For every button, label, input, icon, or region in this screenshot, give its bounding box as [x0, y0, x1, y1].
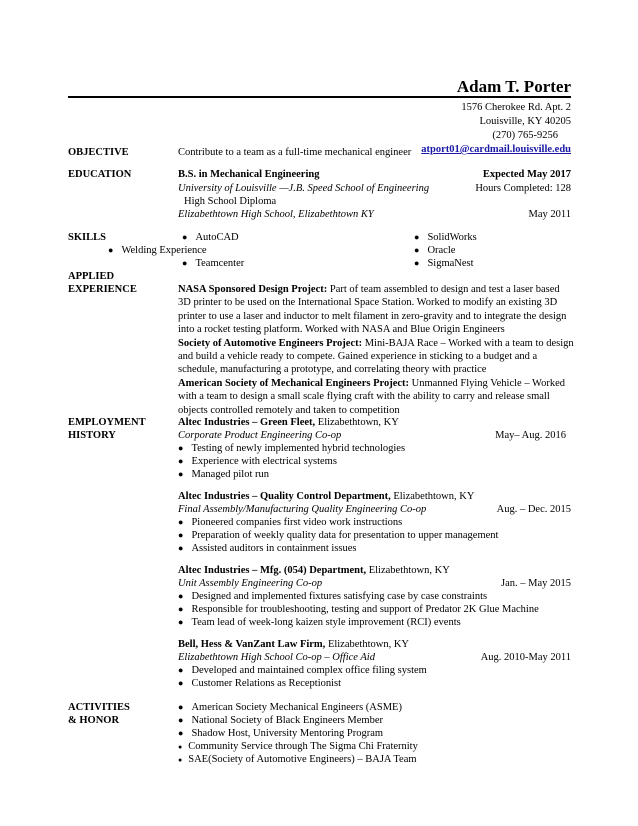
address-line-2: Louisville, KY 40205	[479, 116, 571, 127]
bullet-icon: ●	[178, 604, 184, 614]
bullet-icon: ●	[178, 469, 184, 479]
bullet-icon: ●	[178, 456, 184, 466]
bullet-icon: ●	[182, 232, 188, 242]
candidate-name: Adam T. Porter	[456, 77, 571, 96]
list-item: ● Testing of newly implemented hybrid technologies	[178, 443, 406, 454]
list-item: ● Designed and implemented fixtures satisfying case by case constraints	[178, 591, 488, 602]
skills-heading: SKILLS	[68, 232, 106, 243]
bullet-icon: ●	[414, 232, 420, 242]
skill-item: ● SolidWorks	[414, 232, 477, 243]
phone-number: (270) 765-9256	[492, 130, 558, 141]
bullet-icon: ●	[178, 665, 184, 675]
job-dates: Aug. 2010-May 2011	[480, 652, 571, 663]
education-heading: EDUCATION	[68, 169, 132, 180]
job-employer: Altec Industries – Quality Control Department, Elizabethtown, KY	[178, 491, 475, 502]
bullet-icon: ●	[414, 245, 420, 255]
objective-text: Contribute to a team as a full-time mechanical engineer	[178, 147, 412, 158]
job-employer: Bell, Hess & VanZant Law Firm, Elizabethtown, KY	[178, 639, 409, 650]
list-item: ● Responsible for troubleshooting, testing and support of Predator 2K Glue Machine	[178, 604, 539, 615]
history-heading: HISTORY	[68, 430, 116, 441]
skill-item: ● SigmaNest	[414, 258, 474, 269]
list-item: ● Shadow Host, University Mentoring Program	[178, 728, 384, 739]
objective-heading: OBJECTIVE	[68, 147, 129, 158]
employment-heading: EMPLOYMENT	[68, 417, 146, 428]
job-title: Corporate Product Engineering Co-op	[178, 430, 342, 441]
job-title: Unit Assembly Engineering Co-op	[178, 578, 323, 589]
bullet-icon: ●	[178, 517, 184, 527]
list-item: ● Preparation of weekly quality data for presentation to upper management	[178, 530, 499, 541]
address-line-1: 1576 Cherokee Rd. Apt. 2	[461, 102, 571, 113]
list-item: ● Developed and maintained complex office filing system	[178, 665, 427, 676]
hs-diploma: High School Diploma	[184, 196, 277, 207]
experience-heading: EXPERIENCE	[68, 284, 137, 295]
hours-completed: Hours Completed: 128	[475, 183, 571, 194]
skill-item: ● Oracle	[414, 245, 456, 256]
bullet-icon: ●	[178, 530, 184, 540]
skill-item: ● AutoCAD	[182, 232, 239, 243]
email-link[interactable]: atport01@cardmail.louisville.edu	[421, 144, 571, 155]
degree-title: B.S. in Mechanical Engineering	[178, 169, 320, 180]
job-dates: Jan. – May 2015	[501, 578, 571, 589]
list-item: ● Pioneered companies first video work instructions	[178, 517, 403, 528]
bullet-icon: ●	[178, 715, 184, 725]
bullet-icon: ●	[108, 245, 114, 255]
skill-item: ● Teamcenter	[182, 258, 245, 269]
bullet-icon: ●	[178, 591, 184, 601]
list-item: ● Managed pilot run	[178, 469, 270, 480]
applied-heading: APPLIED	[68, 271, 115, 282]
bullet-icon: ●	[178, 702, 184, 712]
activities-heading: ACTIVITIES	[68, 702, 130, 713]
list-item: ● Community Service through The Sigma Chi Fraternity	[178, 741, 418, 752]
job-employer: Altec Industries – Mfg. (054) Department, Elizabethtown, KY	[178, 565, 450, 576]
degree-date: Expected May 2017	[482, 169, 571, 180]
job-employer: Altec Industries – Green Fleet, Elizabethtown, KY	[178, 417, 399, 428]
list-item: ● Experience with electrical systems	[178, 456, 337, 467]
bullet-icon: ●	[414, 258, 420, 268]
list-item: ● Assisted auditors in containment issues	[178, 543, 357, 554]
header-divider	[68, 96, 571, 98]
sae-project: Society of Automotive Engineers Project: Mini-BAJA Race – Worked with a team to design and build a vehicle ready to compete. Gained experience in sticking to a budget and a schedule, manufacturing a prototype, and correlating theory with practice	[178, 337, 574, 376]
job-dates: May– Aug. 2016	[495, 430, 566, 441]
job-title: Elizabethtown High School Co-op – Office Aid	[178, 652, 375, 663]
list-item: ● SAE(Society of Automotive Engineers) – BAJA Team	[178, 754, 417, 765]
bullet-icon: ●	[178, 756, 183, 764]
list-item: ● Customer Relations as Receptionist	[178, 678, 342, 689]
skill-item: ● Welding Experience	[108, 245, 207, 256]
bullet-icon: ●	[178, 617, 184, 627]
university-name: University of Louisville —J.B. Speed School of Engineering	[178, 183, 430, 194]
job-title: Final Assembly/Manufacturing Quality Engineering Co-op	[178, 504, 427, 515]
bullet-icon: ●	[182, 258, 188, 268]
bullet-icon: ●	[178, 728, 184, 738]
nasa-project: NASA Sponsored Design Project: Part of team assembled to design and test a laser based 3D printer to be used on the International Space Station. Worked to modify an existing 3D printer to use a laser and inductor to melt filament in zero-gravity and to integrate the design into a rocket testing platform. Worked with NASA and Blue Origin Engineers	[178, 284, 567, 336]
bullet-icon: ●	[178, 743, 183, 751]
asme-project: American Society of Mechanical Engineers Project: Unmanned Flying Vehicle – Worked with a team to design a small scale flying craft with the ability to carry and release small objects controlled remotely and taken to competition	[178, 377, 565, 416]
honor-heading: & HONOR	[68, 715, 120, 726]
list-item: ● Team lead of week-long kaizen style improvement (RCI) events	[178, 617, 461, 628]
applied-experience-block	[178, 283, 574, 417]
high-school-date: May 2011	[528, 209, 571, 220]
bullet-icon: ●	[178, 543, 184, 553]
bullet-icon: ●	[178, 678, 184, 688]
list-item: ● American Society Mechanical Engineers (ASME)	[178, 702, 402, 713]
job-dates: Aug. – Dec. 2015	[496, 504, 571, 515]
bullet-icon: ●	[178, 443, 184, 453]
list-item: ● National Society of Black Engineers Member	[178, 715, 384, 726]
high-school-name: Elizabethtown High School, Elizabethtown KY	[178, 209, 374, 220]
